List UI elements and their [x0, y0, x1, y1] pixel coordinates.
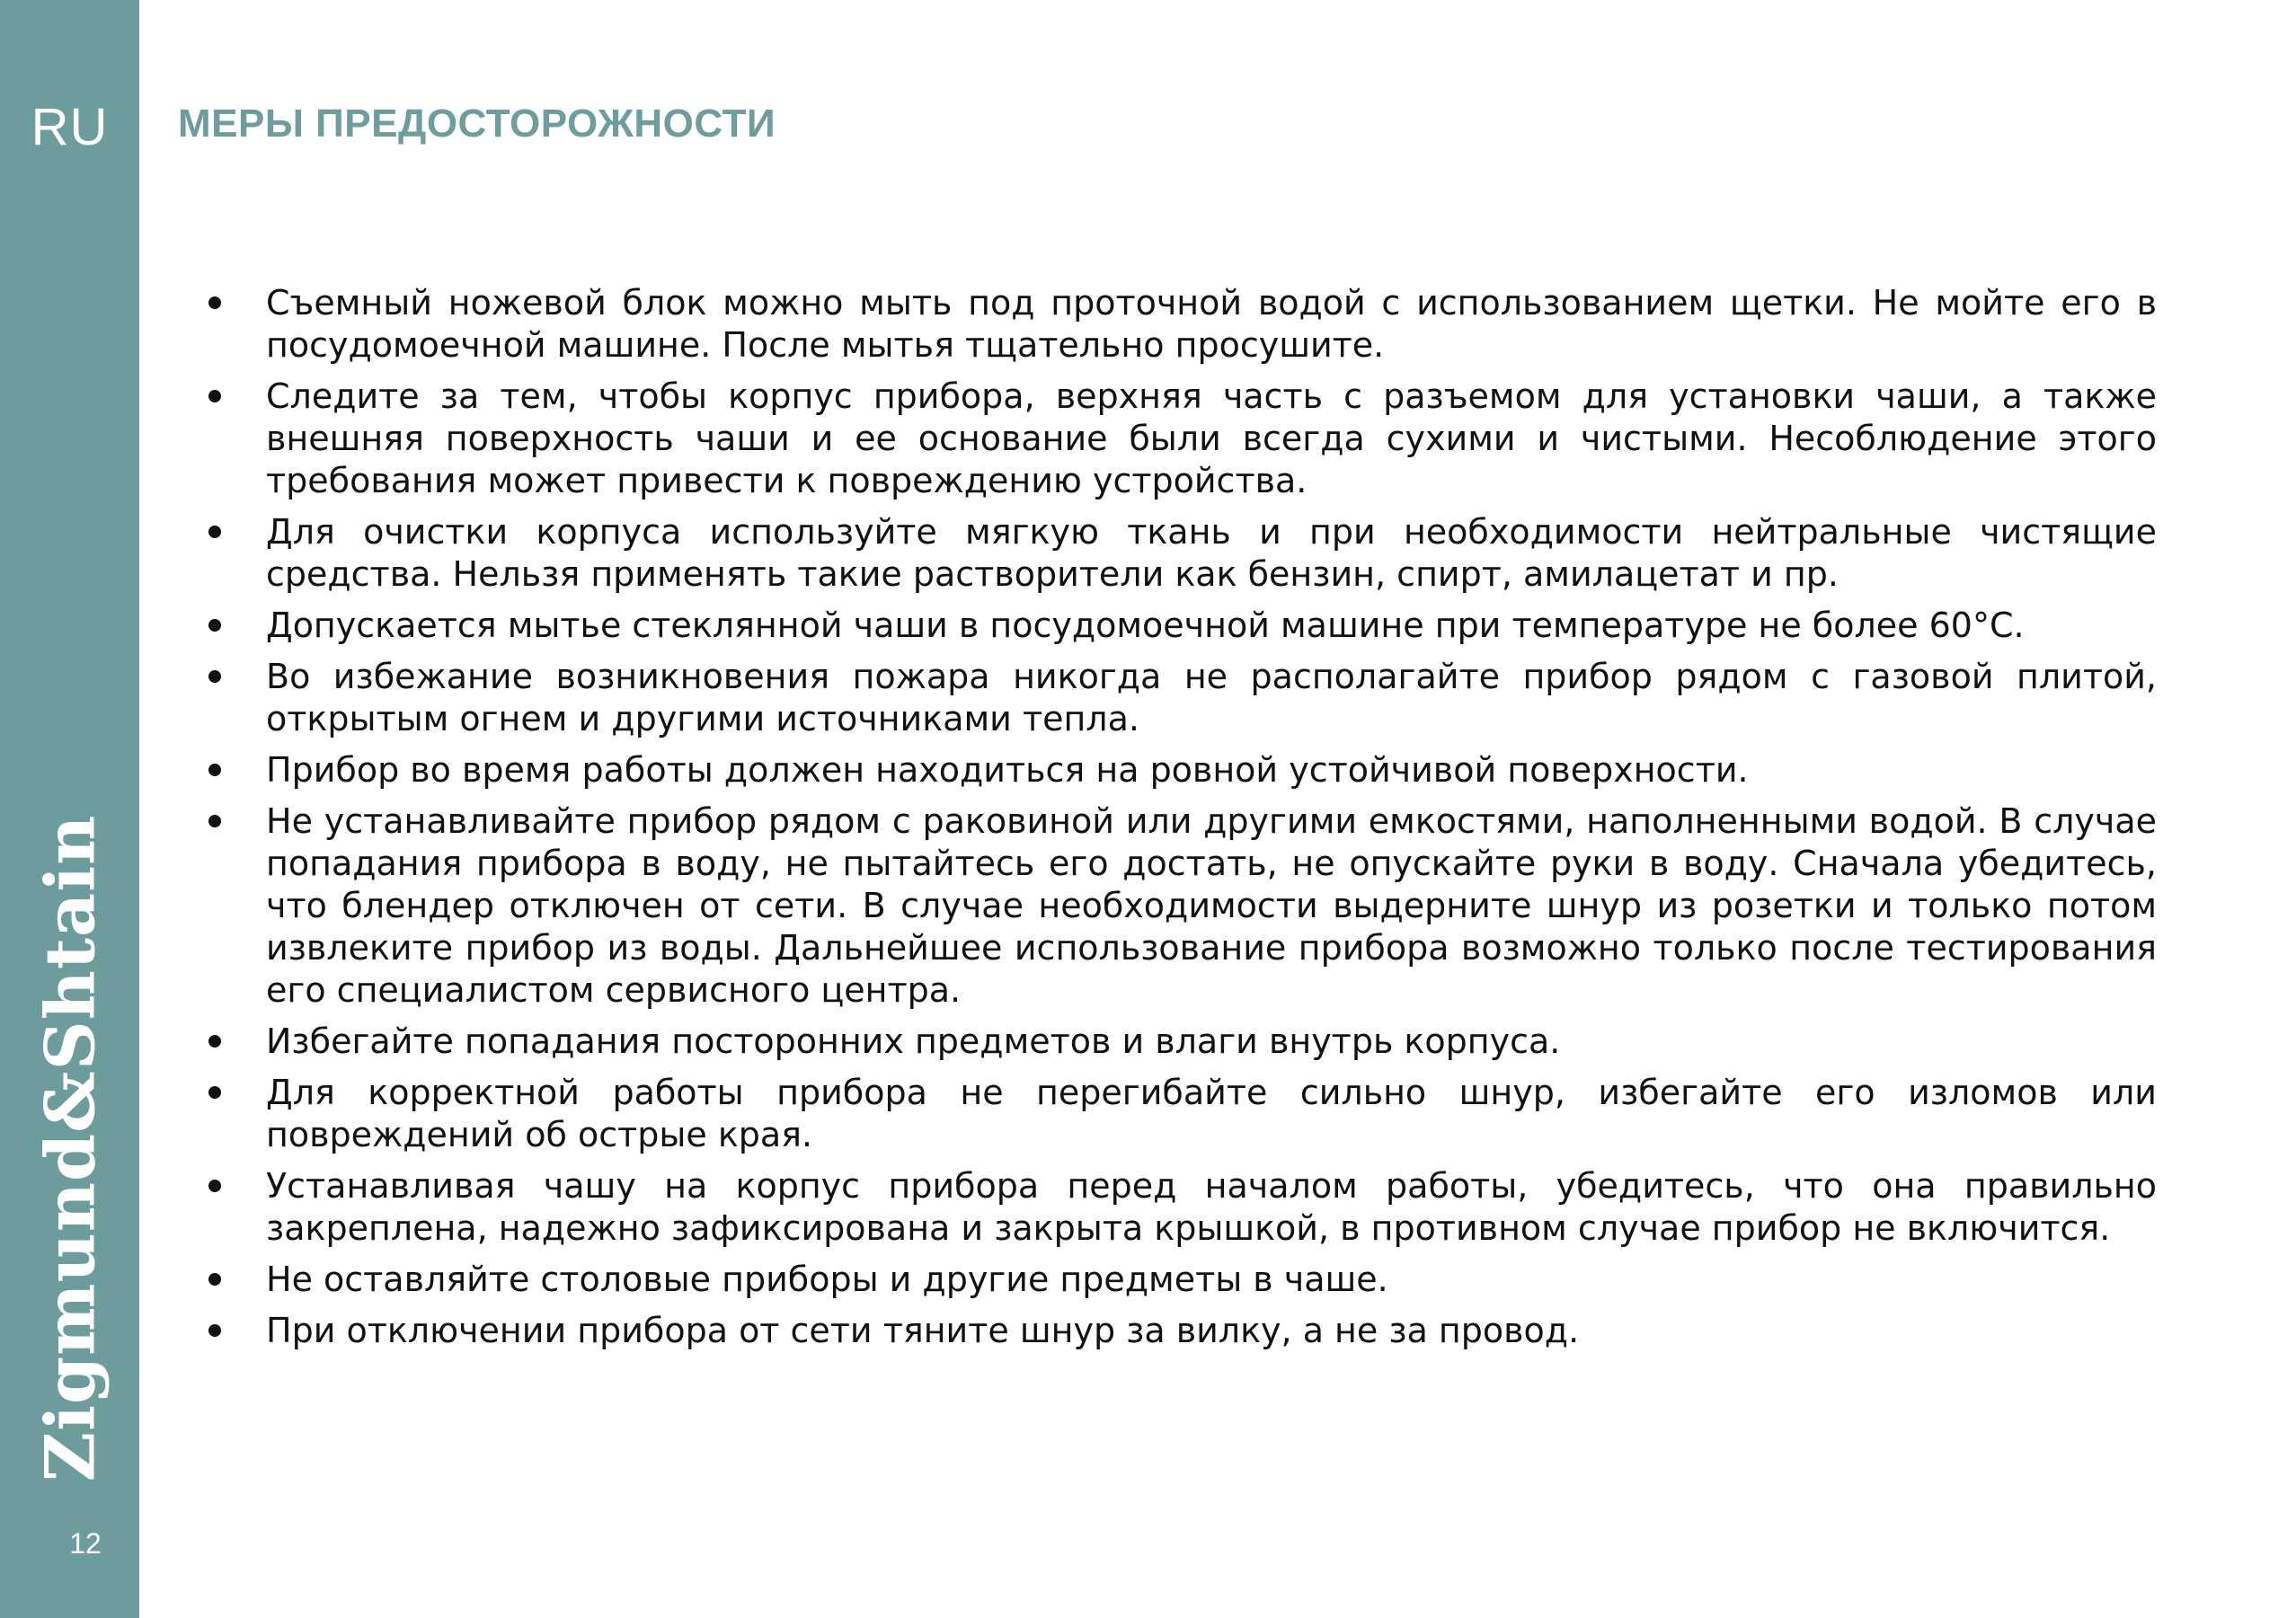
list-item-text: При отключении прибора от сети тяните шнур за вилку, а не за провод. — [266, 1311, 1580, 1350]
list-item — [0, 1165, 2296, 1250]
bullet-icon — [208, 815, 221, 827]
list-item — [0, 800, 2296, 1012]
list-item — [0, 1072, 2296, 1156]
bullet-icon — [208, 764, 221, 776]
list-item — [0, 605, 2296, 647]
page-title: МЕРЫ ПРЕДОСТОРОЖНОСТИ — [178, 102, 776, 146]
list-item-text: Для очистки корпуса используйте мягкую ткань и при необходимости нейтральные чистящие средства. Нельзя применять такие растворители как бензин, спирт, амилацетат и пр. — [266, 512, 2157, 594]
bullet-icon — [208, 670, 221, 683]
list-item-text: Для корректной работы прибора не перегибайте сильно шнур, избегайте его изломов или повреждений об острые края. — [266, 1073, 2157, 1154]
list-item — [0, 749, 2296, 791]
list-item — [0, 282, 2296, 367]
precautions-list — [0, 282, 2296, 1361]
list-item — [0, 656, 2296, 740]
list-item — [0, 1310, 2296, 1352]
brand-logo: Zigmund&Shtain — [30, 814, 111, 1482]
list-item-text: Не устанавливайте прибор рядом с раковиной или другими емкостями, наполненными водой. В случае попадания прибора в воду, не пытайтесь его достать, не опускайте руки в воду. Сначала убедитесь, что блендер отключен от сети. В случае необходимости выдерните шнур из розетки и только потом извлеките прибор из воды. Дальнейшее использование прибора возможно только после тестирования его специалистом сервисного центра. — [266, 801, 2157, 1010]
bullet-icon — [208, 526, 221, 538]
bullet-icon — [208, 390, 221, 402]
language-label: RU — [31, 98, 109, 156]
bullet-icon — [208, 1324, 221, 1337]
list-item — [0, 1021, 2296, 1063]
list-item-text: Съемный ножевой блок можно мыть под проточной водой с использованием щетки. Не мойте его в посудомоечной машине. После мытья тщательно просушите. — [266, 283, 2157, 365]
bullet-icon — [208, 1086, 221, 1099]
list-item-text: Прибор во время работы должен находиться на ровной устойчивой поверхности. — [266, 750, 1749, 790]
list-item-text: Избегайте попадания посторонних предметов и влаги внутрь корпуса. — [266, 1021, 1561, 1061]
page-number: 12 — [69, 1527, 102, 1560]
list-item-text: Во избежание возникновения пожара никогда не располагайте прибор рядом с газовой плитой, открытым огнем и другими источниками тепла. — [266, 657, 2157, 738]
list-item-text: Допускается мытье стеклянной чаши в посудомоечной машине при температуре не более 60°С. — [266, 606, 2025, 645]
bullet-icon — [208, 1180, 221, 1192]
list-item-text: Устанавливая чашу на корпус прибора перед началом работы, убедитесь, что она правильно закреплена, надежно зафиксирована и закрыта крышкой, в противном случае прибор не включится. — [266, 1166, 2157, 1248]
bullet-icon — [208, 1273, 221, 1286]
bullet-icon — [208, 1035, 221, 1048]
bullet-icon — [208, 296, 221, 309]
bullet-icon — [208, 619, 221, 632]
list-item — [0, 511, 2296, 596]
list-item — [0, 376, 2296, 502]
list-item-text: Не оставляйте столовые приборы и другие предметы в чаше. — [266, 1260, 1388, 1299]
list-item — [0, 1259, 2296, 1301]
list-item-text: Следите за тем, чтобы корпус прибора, верхняя часть с разъемом для установки чаши, а также внешняя поверхность чаши и ее основание были всегда сухими и чистыми. Несоблюдение этого требования может привести к повреждению устройства. — [266, 376, 2157, 500]
